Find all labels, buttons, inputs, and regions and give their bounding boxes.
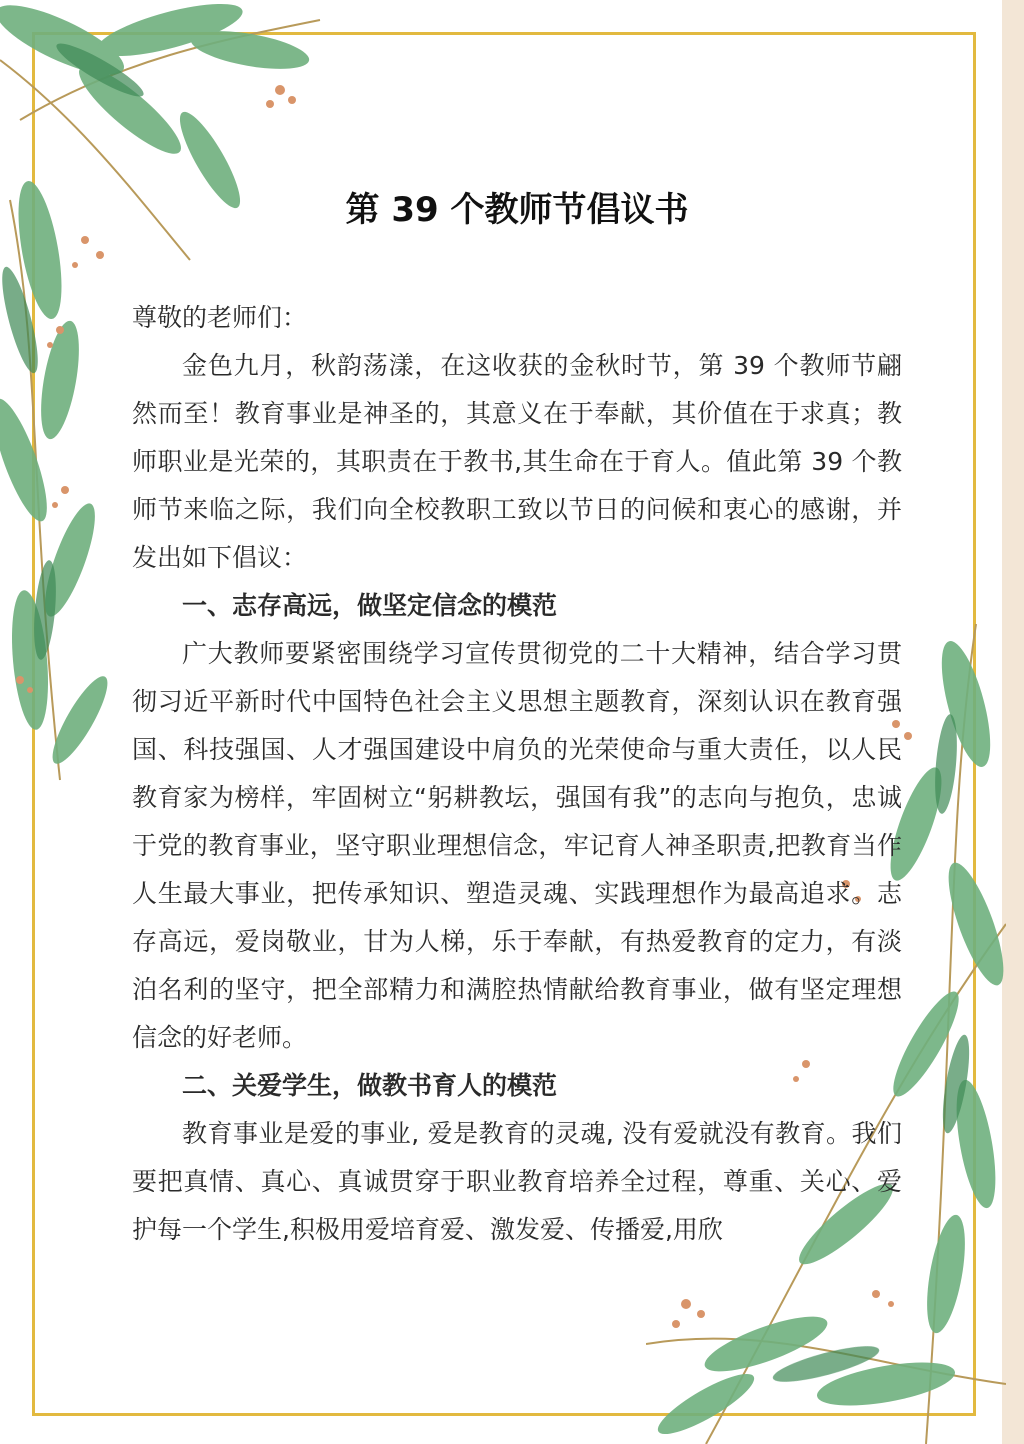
section-body-1: 广大教师要紧密围绕学习宣传贯彻党的二十大精神，结合学习贯彻习近平新时代中国特色社会主义思想主题教育，深刻认识在教育强国、科技强国、人才强国建设中肩负的光荣使命与重大责任，以人民教育家为榜样，牢固树立“躬耕教坛，强国有我”的志向与抱负，忠诚于党的教育事业，坚守职业理想信念，牢记育人神圣职责,把教育当作人生最大事业，把传承知识、塑造灵魂、实践理想作为最高追求。志存高远，爱岗敬业，甘为人梯，乐于奉献，有热爱教育的定力，有淡泊名利的坚守，把全部精力和满腔热情献给教育事业，做有坚定理想信念的好老师。 bbox=[132, 639, 902, 1052]
salutation: 尊敬的老师们： bbox=[132, 303, 308, 332]
intro-paragraph: 金色九月，秋韵荡漾，在这收获的金秋时节，第 39 个教师节翩然而至！教育事业是神圣的，其意义在于奉献，其价值在于求真；教师职业是光荣的，其职责在于教书,其生命在于育人。值此第 39 个教师节来临之际，我们向全校教职工致以节日的问候和衷心的感谢，并发出如下倡议： bbox=[132, 351, 902, 572]
section-body-2: 教育事业是爱的事业, 爱是教育的灵魂, 没有爱就没有教育。我们要把真情、真心、真诚贯穿于职业教育培养全过程，尊重、关心、爱护每一个学生,积极用爱培育爱、激发爱、传播爱,用欣 bbox=[132, 1119, 902, 1244]
section-heading-2: 二、关爱学生，做教书育人的模范 bbox=[182, 1071, 558, 1100]
document-title: 第 39 个教师节倡议书 bbox=[345, 190, 689, 230]
section-heading-1: 一、志存高远，做坚定信念的模范 bbox=[182, 591, 558, 620]
document-body bbox=[132, 180, 902, 1254]
